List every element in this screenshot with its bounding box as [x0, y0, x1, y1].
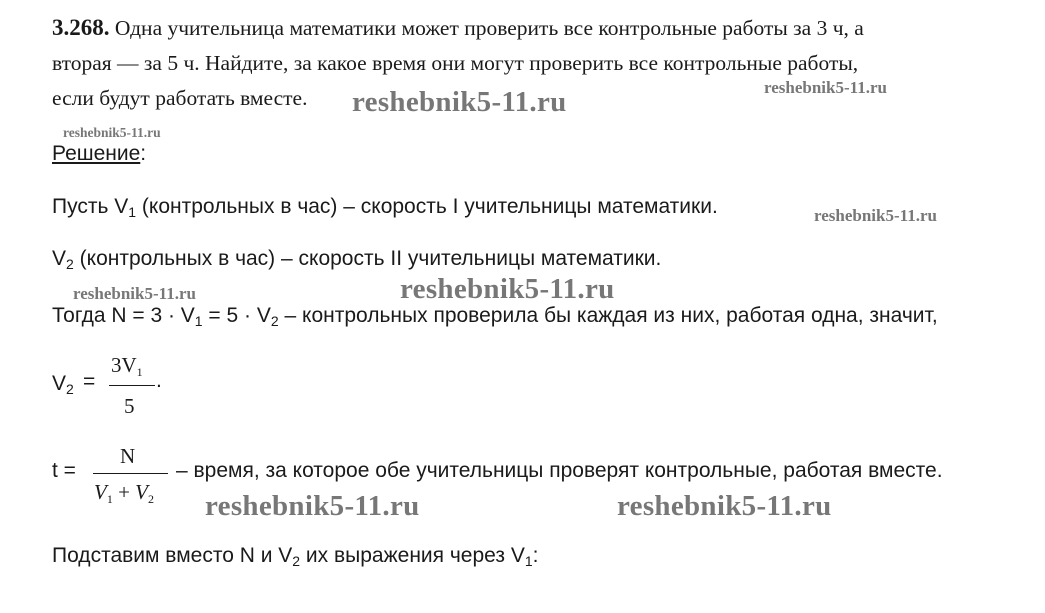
watermark: reshebnik5-11.ru [764, 78, 887, 97]
substitute-sub2: 1 [524, 553, 533, 569]
formula-t-den-v2-sub: 2 [148, 492, 154, 506]
formula-v2-denominator: 5 [124, 394, 135, 418]
problem-text-1: Одна учительница математики может проверить все контрольные работы за 3 ч, а [114, 16, 864, 40]
watermark: reshebnik5-11.ru [617, 490, 832, 522]
problem-line-1 [52, 16, 864, 40]
v1-label: Пусть V [52, 195, 129, 218]
n-expr-b: = 5 · V [202, 304, 271, 327]
formula-t-fraction-bar [93, 473, 168, 474]
formula-t-denominator [94, 480, 154, 505]
v2-label: V [52, 247, 67, 270]
substitute-c: : [532, 544, 539, 567]
formula-v2-fraction-bar [109, 385, 155, 386]
n-expr-sub1: 1 [194, 313, 203, 329]
watermark: reshebnik5-11.ru [73, 284, 196, 303]
formula-v2-num-text: 3V [111, 353, 137, 377]
problem-line-2: вторая — за 5 ч. Найдите, за какое время они могут проверить все контрольные работы, [52, 51, 859, 75]
formula-t-den-v1: V [94, 480, 107, 504]
formula-t-den-plus: + [118, 480, 130, 504]
substitute-b: их выражения через V [300, 544, 525, 567]
formula-v2-lhs [52, 372, 74, 397]
v1-description: (контрольных в час) – скорость I учительницы математики. [136, 195, 718, 218]
n-expr-sub2: 2 [270, 313, 279, 329]
solution-heading [52, 143, 146, 164]
formula-v2-dot: . [156, 369, 162, 392]
solution-line-v2 [52, 247, 662, 272]
solution-heading-text: Решение [52, 142, 141, 165]
formula-v2-lhs-v: V [52, 372, 67, 395]
formula-t-description: – время, за которое обе учительницы проверят контрольные, работая вместе. [176, 459, 943, 482]
v2-subscript: 2 [66, 256, 74, 272]
v2-description: (контрольных в час) – скорость II учительницы математики. [73, 247, 662, 270]
formula-t-lhs: t = [52, 459, 76, 482]
formula-v2-numerator [111, 353, 143, 378]
substitute-sub1: 2 [292, 553, 301, 569]
watermark: reshebnik5-11.ru [352, 86, 567, 118]
formula-v2-num-sub: 1 [136, 365, 143, 379]
formula-t-den-v2: V [135, 480, 148, 504]
n-expr-c: – контрольных проверила бы каждая из них, работая одна, значит, [278, 304, 938, 327]
v1-subscript: 1 [128, 204, 137, 220]
formula-v2-lhs-sub: 2 [66, 381, 74, 397]
n-expr-a: Тогда N = 3 · V [52, 304, 195, 327]
formula-t-numerator: N [120, 444, 136, 468]
watermark: reshebnik5-11.ru [63, 125, 161, 140]
formula-t-den-v1-sub: 1 [106, 492, 113, 506]
solution-line-substitute [52, 544, 539, 569]
watermark: reshebnik5-11.ru [205, 490, 420, 522]
watermark: reshebnik5-11.ru [814, 206, 937, 225]
solution-heading-colon: : [140, 142, 147, 165]
solution-line-v1 [52, 195, 718, 220]
substitute-a: Подставим вместо N и V [52, 544, 293, 567]
watermark: reshebnik5-11.ru [400, 273, 615, 305]
solution-line-n [52, 304, 938, 329]
problem-number: 3.268. [52, 15, 110, 40]
problem-line-3: если будут работать вместе. [52, 86, 308, 110]
formula-v2-equals: = [83, 370, 96, 393]
